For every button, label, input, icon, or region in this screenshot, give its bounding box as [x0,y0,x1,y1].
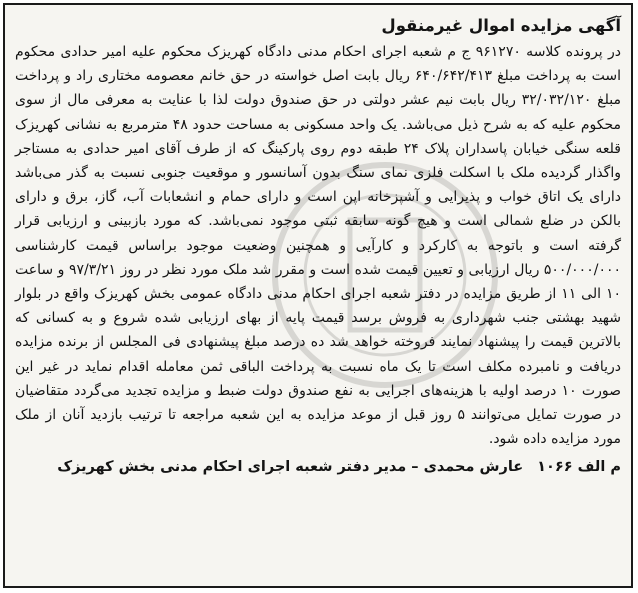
notice-body: در پرونده کلاسه ۹۶۱۲۷۰ ج م شعبه اجرای احکام مدنی دادگاه کهریزک محکوم علیه امیر حدادی محکوم است به پرداخت مبلغ ۶۴۰/۶۴۲/۴۱۳ ریال بابت اصل خواسته در حق خانم معصومه مختاری راد و پرداخت مبلغ ۳۲/۰۳۲/۱۲۰ ریال بابت نیم عشر دولتی در حق صندوق دولت لذا با عنایت به معرفی مال از سوی محکوم علیه که به شرح ذیل می‌باشد. یک واحد مسکونی به مساحت حدود ۴۸ مترمربع به نشانی کهریزک قلعه سنگی خیابان پاسداران پلاک ۲۴ طبقه دوم روی پارکینگ که از طرف آقای امیر حدادی به مستاجر واگذار گردیده ملک با اسکلت فلزی نمای سنگ بدون آسانسور و موقعیت جنوبی نسبت به گذر می‌باشد دارای یک اتاق خواب و پذیرایی و آشپزخانه اپن است و دارای حمام و انشعابات آب، گاز، برق و دارای بالکن در ضلع شمالی است و هیچ گونه سابقه ثبتی موجود نمی‌باشد. که مورد بازبینی و ارزیابی قرار گرفته است و باتوجه به کارکرد و کارآیی و همچنین وضعیت موجود براساس قیمت کارشناسی ۵۰۰/۰۰۰/۰۰۰ ریال ارزیابی و تعیین قیمت شده است و مقرر شد ملک مورد نظر در روز ۹۷/۳/۲۱ و ساعت ۱۰ الی ۱۱ از طریق مزایده در دفتر شعبه اجرای احکام مدنی دادگاه عمومی بخش کهریزک واقع در بلوار شهید بهشتی جنب شهرداری به فروش برسد قیمت پایه از بهای ارزیابی شده شروع و به کسانی که بالاترین قیمت را پیشنهاد نمایند فروخته خواهد شد ده درصد مبلغ پیشنهادی فی المجلس از برنده مزایده دریافت و نامبرده مکلف است تا یک ماه نسبت به پرداخت الباقی ثمن معامله اقدام نماید در غیر این صورت ۱۰ درصد اولیه با هزینه‌های اجرایی به نفع صندوق دولت ضبط و مزایده تجدید می‌گردد متقاضیان در صورت تمایل می‌توانند ۵ روز قبل از موعد مزایده به این شعبه مراجعه تا ترتیب بازدید آنان از ملک مورد مزایده داده شود. [15,44,622,448]
notice-footer [15,455,621,479]
notice-reference-code: م الف ۱۰۶۶ [537,459,621,476]
notice-signature: عارش محمدی – مدیر دفتر شعبه اجرای احکام مدنی بخش کهریزک [57,459,524,476]
notice-title: آگهی مزایده اموال غیرمنقول [381,16,621,35]
auction-notice-clipping [3,3,633,588]
notice-content [15,11,621,580]
